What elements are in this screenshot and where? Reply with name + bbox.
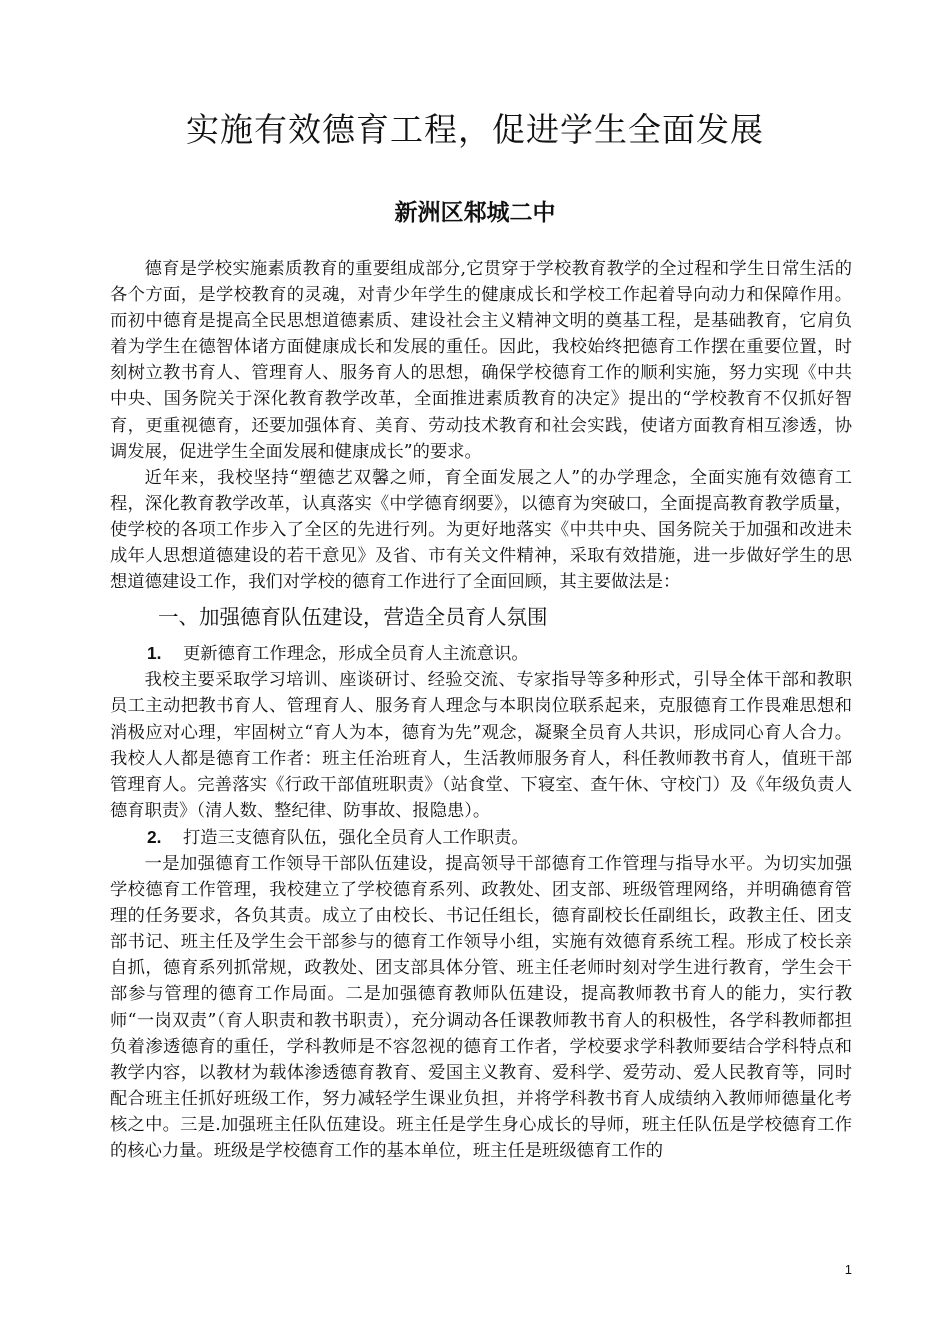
intro-paragraph: 近年来，我校坚持“塑德艺双馨之师，育全面发展之人”的办学理念，全面实施有效德育工程，深化教育教学改革，认真落实《中学德育纲要》，以德育为突破口，全面提高教育教学质量，使学校的各项工作步入了全区的先进行列。为更好地落实《中共中央、国务院关于加强和改进未成年人思想道德建设的若干意见》及省、市有关文件精神，采取有效措施，进一步做好学生的思想道德建设工作，我们对学校的德育工作进行了全面回顾，其主要做法是： bbox=[110, 467, 852, 593]
item-title: 打造三支德育队伍，强化全员育人工作职责。 bbox=[183, 827, 529, 848]
numbered-item bbox=[110, 824, 852, 851]
item-title: 更新德育工作理念，形成全员育人主流意识。 bbox=[183, 644, 529, 665]
numbered-item bbox=[110, 640, 852, 667]
item-number: 1. bbox=[147, 643, 162, 664]
document-body bbox=[110, 256, 852, 1164]
page-number: 1 bbox=[844, 1262, 852, 1277]
document-title: 实施有效德育工程，促进学生全面发展 bbox=[186, 110, 764, 149]
document-author: 新洲区邾城二中 bbox=[394, 200, 556, 226]
intro-paragraph: 德育是学校实施素质教育的重要组成部分,它贯穿于学校教育教学的全过程和学生日常生活的各个方面，是学校教育的灵魂，对青少年学生的健康成长和学校工作起着导向动力和保障作用。而初中德育是提高全民思想道德素质、建设社会主义精神文明的奠基工程，是基础教育，它肩负着为学生在德智体诸方面健康成长和发展的重任。因此，我校始终把德育工作摆在重要位置，时刻树立教书育人、管理育人、服务育人的思想，确保学校德育工作的顺利实施，努力实现《中共中央、国务院关于深化教育教学改革，全面推进素质教育的决定》提出的“学校教育不仅抓好智育，更重视德育，还要加强体育、美育、劳动技术教育和社会实践，使诸方面教育相互渗透，协调发展，促进学生全面发展和健康成长”的要求。 bbox=[110, 259, 852, 462]
item-number: 2. bbox=[147, 826, 162, 847]
section-heading: 一、加强德育队伍建设，营造全员育人氛围 bbox=[158, 605, 548, 630]
item-paragraph: 我校主要采取学习培训、座谈研讨、经验交流、专家指导等多种形式，引导全体干部和教职员工主动把教书育人、管理育人、服务育人理念与本职岗位联系起来，克服德育工作畏难思想和消极应对心理，牢固树立“育人为本，德育为先”观念，凝聚全员育人共识，形成同心育人合力。我校人人都是德育工作者：班主任治班育人，生活教师服务育人，科任教师教书育人，值班干部管理育人。完善落实《行政干部值班职责》（站食堂、下寝室、查午休、守校门）及《年级负责人德育职责》（清人数、整纪律、防事故、报隐患）。 bbox=[110, 670, 852, 821]
item-paragraph: 一是加强德育工作领导干部队伍建设，提高领导干部德育工作管理与指导水平。为切实加强学校德育工作管理，我校建立了学校德育系列、政教处、团支部、班级管理网络，并明确德育管理的任务要求，各负其责。成立了由校长、书记任组长，德育副校长任副组长，政教主任、团支部书记、班主任及学生会干部参与的德育工作领导小组，实施有效德育系统工程。形成了校长亲自抓，德育系列抓常规，政教处、团支部具体分管、班主任老师时刻对学生进行教育，学生会干部参与管理的德育工作局面。二是加强德育教师队伍建设，提高教师教书育人的能力，实行教师“一岗双责”（育人职责和教书职责），充分调动各任课教师教书育人的积极性，各学科教师都担负着渗透德育的重任，学科教师是不容忽视的德育工作者，学校要求学科教师要结合学科特点和教学内容，以教材为载体渗透德育教育、爱国主义教育、爱科学、爱劳动、爱人民教育等，同时配合班主任抓好班级工作，努力减轻学生课业负担，并将学科教书育人成绩纳入教师师德量化考核之中。三是.加强班主任队伍建设。班主任是学生身心成长的导师，班主任队伍是学校德育工作的核心力量。班级是学校德育工作的基本单位，班主任是班级德育工作的 bbox=[110, 853, 852, 1161]
